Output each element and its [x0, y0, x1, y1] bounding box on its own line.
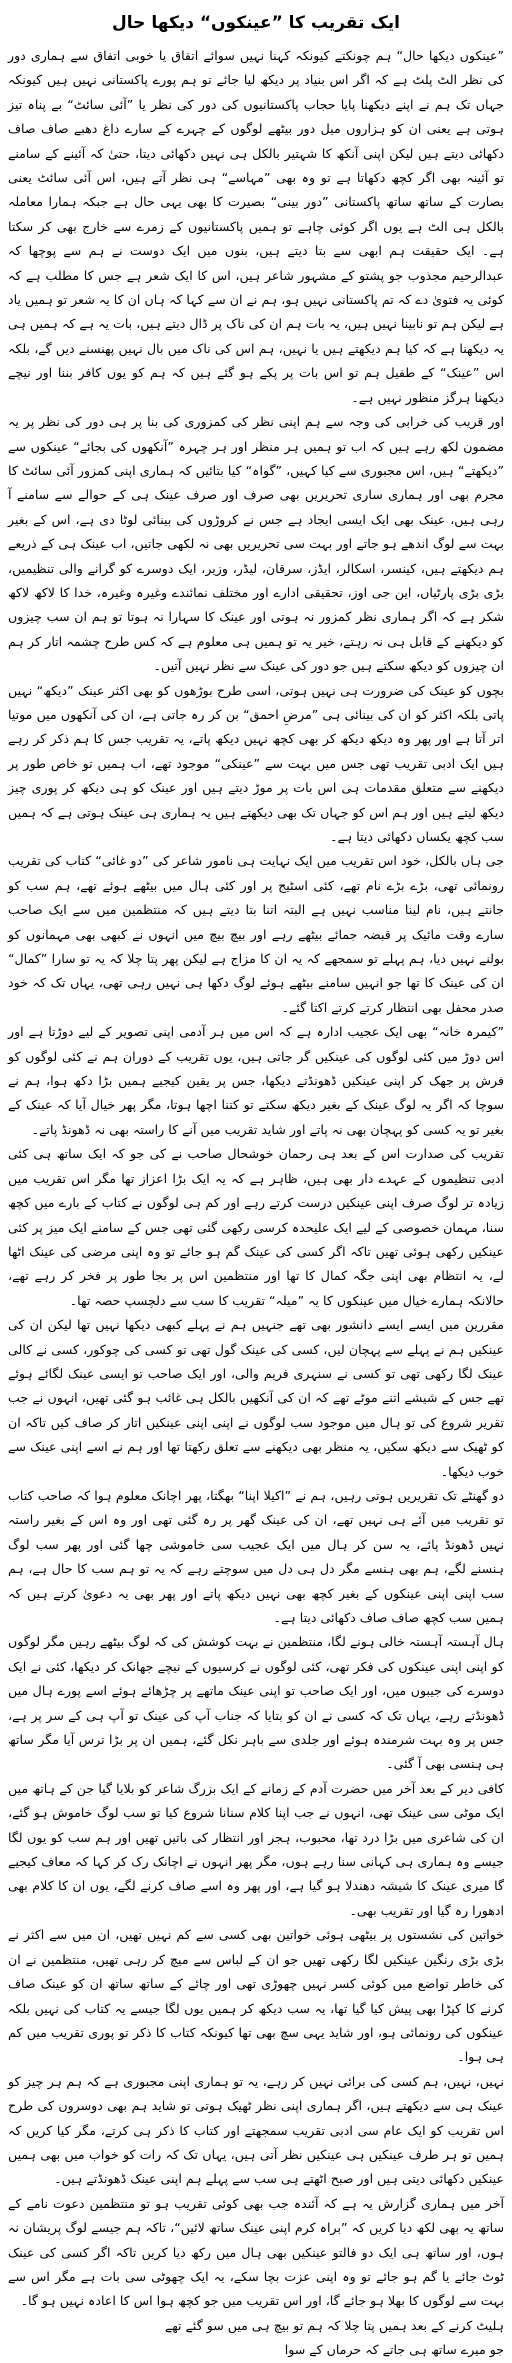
article-paragraph: جی ہاں بالکل، خود اس تقریب میں ایک نہایت ہی نامور شاعر کی ”دو غائی“ کتاب کی تقریب رونمائی تھی، بڑے بڑے نام تھے، کئی اسٹیج پر اور کئی ہال میں بیٹھے ہوئے تھے، ہم سب کو جانتے ہیں، نام لینا مناسب نہیں ہے البتہ اتنا بتا دیتے ہیں کہ منتظمین میں سے ایک صاحب سارے وقت مائیک پر قبضہ جمائے بیٹھے رہے اور بیچ بیچ میں انہوں نے کبھی بھی مہمانوں کو بولنے نہیں دیا، ہم پہلے تو سمجھے کہ یہ ان کا مزاج ہے لیکن پھر پتا چلا کہ یہ تو سارا ”کمال“ ان کی عینک کا تھا جو انہیں سامنے بیٹھے ہوئے لوگ دکھا ہی نہیں رہی تھی، یہاں تک کہ خود صدر محفل بھی انتظار کرتے کرتے اکتا گئے۔	[8, 853, 504, 1015]
article-paragraph: ہلیٹ کرنے کے بعد ہمیں پتا چلا کہ ہم تو بیچ ہی میں سو گئے تھے	[164, 2317, 504, 2333]
article-paragraph: آخر میں ہماری گزارش یہ ہے کہ آئندہ جب بھی کوئی تقریب ہو تو منتظمین دعوت نامے کے ساتھ یہ بھی لکھ دیا کریں کہ ”براہ کرم اپنی عینک ساتھ لائیں“، تاکہ ہم جیسے لوگ پریشان نہ ہوں، اور ساتھ ہی ایک دو فالتو عینکیں بھی ہال میں رکھ دیا کریں تاکہ اگر کسی کی عینک ٹوٹ جائے یا گم ہو جائے تو وہ اپنی عزت بچا سکے، یہ ایک چھوٹی سی بات ہے مگر اس سے بہت سے لوگوں کا بھلا ہو جائے گا، اور اس تقریب میں جو کچھ ہوا اس کا اعادہ نہیں ہو گا۔	[8, 2195, 504, 2309]
article-paragraph: کافی دیر کے بعد آخر میں حضرت آدم کے زمانے کے ایک بزرگ شاعر کو بلایا گیا جن کے ہاتھ میں ایک موٹی سی عینک تھی، انہوں نے جب اپنا کلام سنانا شروع کیا تو سب لوگ خاموش ہو گئے، ان کی شاعری میں بڑا درد تھا، محبوب، ہجر اور انتظار کی باتیں تھیں اور ہم سب کو یوں لگا جیسے وہ ہماری ہی کہانی سنا رہے ہوں، مگر پھر انہوں نے اچانک رک کر کہا کہ معاف کیجیے گا میری عینک کا شیشہ دھندلا ہو گیا ہے، اور پھر وہ اسے صاف کرنے لگے، یوں ان کا کلام بھی ادھورا رہ گیا اور تقریب بھی۔	[8, 1780, 504, 1918]
article-paragraph: ”عینکوں دیکھا حال“ ہم چونکتے کیونکہ کہنا نہیں سوائے اتفاق یا خوبی اتفاق سے ہماری دور کی نظر الٹ پلٹ ہے کہ اگر اس بنیاد پر دیکھ لیا جائے تو ہم پورے پاکستانی نہیں ہیں کیونکہ جہاں تک ہم نے اپنے دیکھنا پایا حجاب پاکستانیوں کی دور کی نظر یا ”آئی سائٹ“ بے پناہ تیز ہوتی ہے یعنی ان کو ہزاروں میل دور بیٹھے لوگوں کے چہرے کے سارے داغ دھبے صاف صاف دکھائی دیتے ہیں لیکن اپنی آنکھ کا شہتیر بالکل ہی نہیں دکھائی دیتا، حتیٰ کہ آئینے کے سامنے تو آئینہ بھی اگر کچھ دکھاتا ہے تو وہ بھی ”مہاسے“ ہی نظر آتے ہیں، اس آئی سائٹ یعنی بصارت کے ساتھ ساتھ پاکستانی ”دور بینی“ بصیرت کا بھی یہی حال ہے جبکہ ہمارا معاملہ بالکل ہی الٹ ہے یوں اگر کوئی چاہے تو ہمیں پاکستانیوں کے زمرے سے خارج بھی کر سکتا ہے۔ ایک حقیقت ہم ابھی سے بتا دیتے ہیں، بنوں میں ایک دوست نے ہم سے پوچھا کہ عبدالرحیم مجذوب جو پشتو کے مشہور شاعر ہیں، اس کا ایک شعر ہے جس کا مطلب ہے کہ کوئی یہ فتویٰ دے کہ تم پاکستانی نہیں ہو، ہم نے ان سے کہا کہ ہاں ان کا یہ شعر تو ہمیں یاد ہے لیکن ہم تو نابینا نہیں ہیں، یہ بات ہم ان کی ناک پر ڈال دیتے ہیں، بات یہ ہے کہ ہمیں ہی یہ دیکھنا ہے کہ کیا ہم دیکھتے ہیں یا نہیں، ہم اس کی ناک میں بال نہیں پھنسنے دیں گے، بلکہ اس ”عینک“ کے طفیل ہم تو اس بات پر پکے ہو گئے ہیں کہ ہم کو یوں کافر بننا اور نیچے دیکھنا ہرگز منظور نہیں ہے۔	[8, 48, 504, 405]
article-paragraph: ہال آہستہ آہستہ خالی ہونے لگا، منتظمین نے بہت کوشش کی کہ لوگ بیٹھے رہیں مگر لوگوں کو اپنی اپنی عینکوں کی فکر تھی، کئی لوگوں نے کرسیوں کے نیچے جھانک کر دیکھا، کئی نے ایک دوسرے کی جیبوں میں، اور ایک صاحب تو اپنی عینک ماتھے پر چڑھائے ہوئے اسے پورے ہال میں ڈھونڈتے رہے، یہاں تک کہ کسی نے ان کو بتایا کہ جناب آپ کی عینک تو آپ ہی کے سر پر ہے، جس پر وہ بہت شرمندہ ہوئے اور جلدی سے باہر نکل گئے، ہمیں ان پر بڑا ترس آیا مگر ساتھ ہی ہنسی بھی آ گئی۔	[8, 1634, 505, 1772]
article-paragraph: اور قریب کی خرابی کی وجہ سے ہم اپنی نظر کی کمزوری کی بنا پر ہی دور کی نظر پر یہ مضمون لکھ رہے ہیں کہ اب تو ہمیں ہر منظر اور ہر چہرہ ”آنکھوں کی بجائے“ عینکوں سے ”دیکھتے“ ہیں، اس مجبوری سے کیا کہیں، ”گواہ“ کیا بتائیں کہ ہماری اپنی کمزور آئی سائٹ کا مجرم بھی اور ہماری ساری تحریریں بھی صرف اور صرف عینک ہی کے حوالے سے سامنے آ رہی ہیں، عینک بھی ایک ایسی ایجاد ہے جس نے کروڑوں کی بینائی لوٹا دی ہے، اس کے بغیر بہت سے لوگ اندھے ہو جاتے اور بہت سی تحریریں بھی نہ لکھی جاتیں، اب عینک ہی کے ذریعے ہم دیکھتے ہیں، کینسر، اسکالر، ایڈز، سرقان، لیڈر، وزیر، ایک دوسرے کو گرانے والی تنظیمیں، بڑی بڑی پارٹیاں، این جی اوز، تحقیقی ادارے اور مختلف نمائندے وغیرہ وغیرہ، خدا کا لاکھ لاکھ شکر ہے کہ اگر ہماری نظر کمزور نہ ہوتی اور عینک کا سہارا نہ ہوتا تو ہم ان سب چیزوں کو دیکھنے کے قابل ہی نہ رہتے، خیر یہ تو ہمیں ہی معلوم ہے کہ کس طرح چشمہ اتار کر ہم ان چیزوں کو دیکھ سکتے ہیں جو دور کی عینک سے نظر نہیں آتیں۔	[8, 414, 504, 674]
article-paragraph: خواتین کی نشستوں پر بیٹھی ہوئی خواتین بھی کسی سے کم نہیں تھیں، ان میں سے اکثر نے بڑی بڑی رنگین عینکیں لگا رکھی تھیں جو ان کے لباس سے میچ کر رہی تھیں، منتظمین نے ان کی خاطر تواضع میں کوئی کسر نہیں چھوڑی تھی اور چائے کے ساتھ ساتھ ان کو عینک صاف کرنے کا کپڑا بھی پیش کیا گیا تھا، یہ سب دیکھ کر ہمیں یوں لگا جیسے یہ کتاب کی نہیں بلکہ عینکوں کی رونمائی ہو، اور شاید یہی سچ بھی تھا کیونکہ کتاب کا ذکر تو پوری تقریب میں کم ہی ہوا۔	[8, 1927, 504, 2065]
article-paragraph: ”کیمرہ خانہ“ بھی ایک عجیب ادارہ ہے کہ اس میں ہر آدمی اپنی تصویر کے لیے دوڑتا ہے اور اس دوڑ میں کئی لوگوں کی عینکیں گر جاتی ہیں، یوں تقریب کے دوران ہم نے کئی لوگوں کو فرش پر جھک کر اپنی عینکیں ڈھونڈتے دیکھا، جس پر یقین کیجیے ہمیں بڑا دکھ ہوا، ہم نے سوچا کہ اگر یہ لوگ عینک کے بغیر دیکھ سکتے تو کتنا اچھا ہوتا، مگر پھر خیال آیا کہ عینک کے بغیر تو یہ کسی کو پہچان بھی نہ پاتے اور شاید تقریب میں آنے کا راستہ بھی نہ ڈھونڈ پاتے۔	[8, 1024, 504, 1137]
article-body	[8, 44, 504, 2363]
article-paragraph: تقریب کی صدارت اس کے بعد ہی رحمان خوشحال صاحب نے کی جو کہ ایک ساتھ ہی کئی ادبی تنظیموں کے عہدے دار بھی ہیں، ظاہر ہے کہ یہ ایک بڑا اعزاز تھا مگر اس تقریب میں زیادہ تر لوگ صرف اپنی عینکیں درست کرتے رہے اور کم ہی لوگوں نے کتاب کے بارے میں کچھ سنا، مہمان خصوصی کے لیے ایک علیحدہ کرسی رکھی گئی تھی جس کے سامنے ایک میز پر کئی عینکیں رکھی ہوئی تھیں تاکہ اگر کسی کی عینک گم ہو جائے تو وہ اپنی مرضی کی عینک اٹھا لے، یہ انتظام بھی اپنی جگہ کمال کا تھا اور منتظمین اس پر بجا طور پر فخر کر رہے تھے، حالانکہ ہمارے خیال میں عینکوں کا یہ ”میلہ“ تقریب کا سب سے دلچسپ حصہ تھا۔	[8, 1146, 504, 1308]
article-paragraph: دو گھنٹے تک تقریریں ہوتی رہیں، ہم نے ”اکیلا اپنا“ بھگتا، پھر اچانک معلوم ہوا کہ صاحب کتاب تو تقریب میں آئے ہی نہیں تھے، ان کی عینک گھر پر رہ گئی تھی اور وہ اس کے بغیر راستہ نہیں ڈھونڈ پائے، یہ سن کر ہال میں ایک عجیب سی خاموشی چھا گئی اور پھر سب لوگ ہنسنے لگے، ہم بھی ہنسے مگر دل ہی دل میں سوچتے رہے کہ یہ تو ہم سب کا حال ہے، ہم سب اپنی اپنی عینکوں کے بغیر کچھ بھی نہیں دیکھ پاتے اور پھر بھی یہ دعویٰ کرتے ہیں کہ ہمیں سب کچھ صاف صاف دکھائی دیتا ہے۔	[8, 1487, 504, 1625]
article-paragraph: بچوں کو عینک کی ضرورت ہی نہیں ہوتی، اسی طرح بوڑھوں کو بھی اکثر عینک ”دیکھ“ نہیں پاتی بلکہ اکثر کو ان کی بینائی ہی ”مرضِ احمق“ بن کر رہ جاتی ہے، ان کی آنکھوں میں موتیا اتر آتا ہے اور پھر وہ دیکھ دیکھ کر بھی کچھ نہیں دیکھ پاتے، یہ تقریب جس کا ہم ذکر کر رہے ہیں ایک ادبی تقریب تھی جس میں بہت سے ”عینکی“ موجود تھے، اب ہمیں تو خاص طور پر دیکھنے سے متعلق مقدمات ہی اس بات پر موڑ دیتے ہیں اور عینک کو ہی دیکھ کر پوری چیز دیکھ لیتے ہیں اور ہم اس کو جہاں تک بھی دیکھتے ہیں یہ ہماری ہی عینک ہوتی ہے کہ ہمیں سب کچھ یکساں دکھائی دیتا ہے۔	[8, 682, 504, 844]
article-paragraph: مقررین میں ایسے ایسے دانشور بھی تھے جنہیں ہم نے پہلے کبھی دیکھا نہیں تھا لیکن ان کی عینکیں ہم نے پہلے سے پہچان لیں، کسی کی عینک گول تھی تو کسی کی چوکور، کسی نے کالی عینک لگا رکھی تھی تو کسی نے سنہری فریم والی، اور ایک صاحب تو ایسی عینک لگائے ہوئے تھے جس کے شیشے اتنے موٹے تھے کہ ان کی آنکھیں بالکل ہی غائب ہو گئی تھیں، انہوں نے جب تقریر شروع کی تو ہال میں موجود سب لوگوں نے اپنی اپنی عینکیں اتار کر صاف کیں تاکہ ان کو ٹھیک سے دیکھ سکیں، یہ منظر بھی دیکھنے سے تعلق رکھتا تھا اور ہم نے اسے اپنی عینک سے خوب دیکھا۔	[8, 1317, 504, 1479]
article-headline: ایک تقریب کا ”عینکوں“ دیکھا حال	[112, 13, 400, 33]
article-paragraph: نہیں، نہیں، ہم کسی کی برائی نہیں کر رہے، یہ تو ہماری اپنی مجبوری ہے کہ ہم ہر چیز کو عینک ہی سے دیکھتے ہیں، اگر ہماری اپنی نظر ٹھیک ہوتی تو شاید ہم بھی دوسروں کی طرح اس تقریب کو ایک عام سی ادبی تقریب سمجھتے اور کتاب کا ذکر ہی کرتے، مگر کیا کریں کہ ہمیں تو ہر طرف عینکیں ہی عینکیں نظر آتی ہیں، یہاں تک کہ رات کو خواب میں بھی ہمیں عینکیں دکھائی دیتی ہیں اور صبح اٹھتے ہی سب سے پہلے ہم اپنی عینک ڈھونڈتے ہیں۔	[8, 2073, 504, 2187]
article-paragraph: جو میرے ساتھ ہی جاتے کہ حرماں کے سوا	[284, 2342, 504, 2358]
